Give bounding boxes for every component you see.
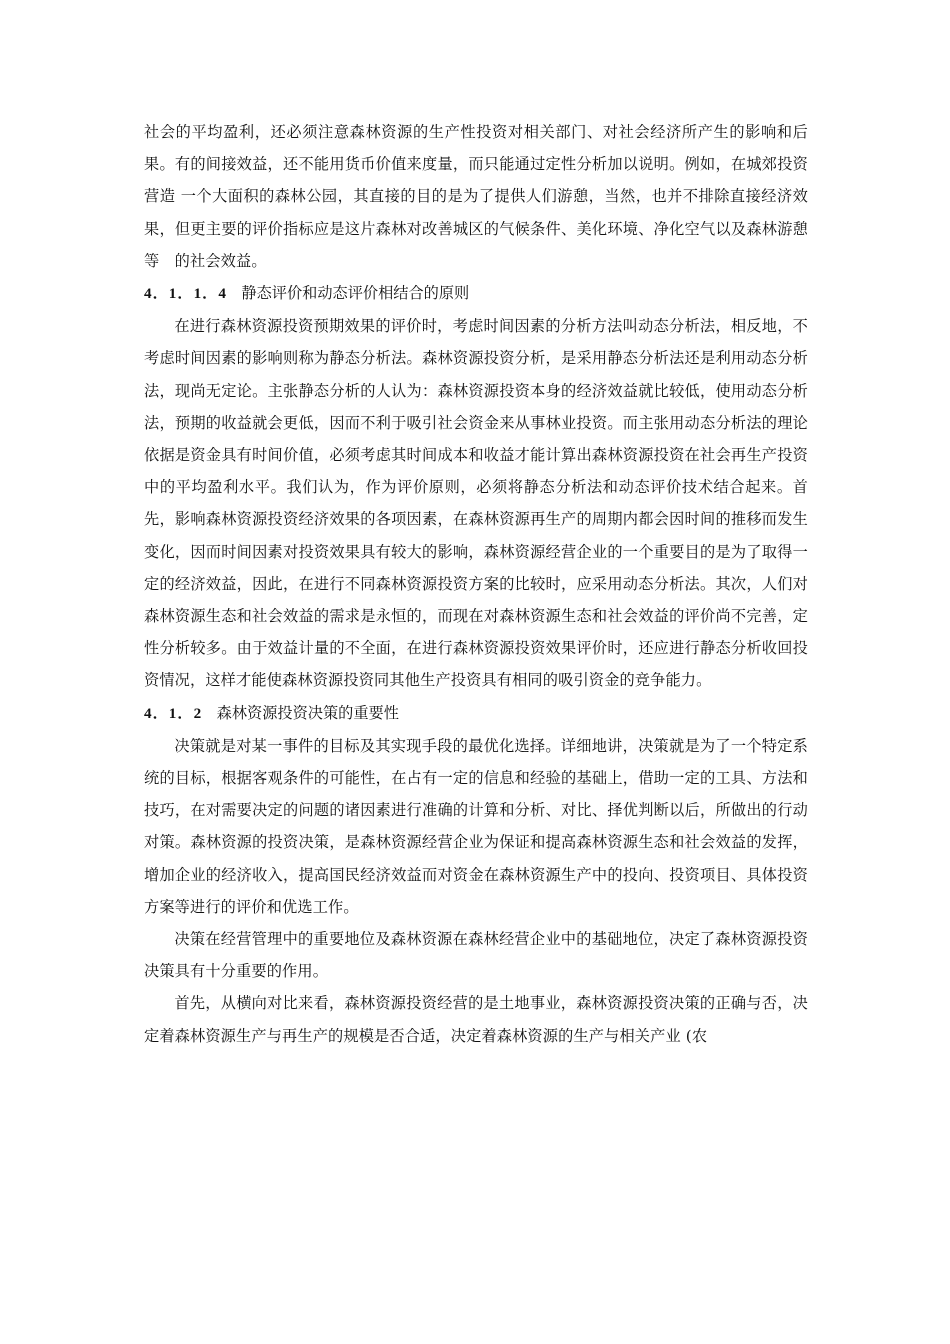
paragraph-decision-definition: 决策就是对某一事件的目标及其实现手段的最优化选择。详细地讲，决策就是为了一个特定系统的目标，根据客观条件的可能性，在占有一定的信息和经验的基础上，借助一定的工具、方法和技巧，在对需要决定的问题的诸因素进行准确的计算和分析、对比、择优判断以后，所做出的行动对策。森林资源的投资决策，是森林资源经营企业为保证和提高森林资源生态和社会效益的发挥，增加企业的经济收入，提高国民经济效益而对资金在森林资源生产中的投向、投资项目、具体投资方案等进行的评价和优选工作。: [144, 736, 808, 916]
document-body: [144, 116, 808, 1052]
paragraph-decision-importance: 决策在经营管理中的重要地位及森林资源在森林经营企业中的基础地位，决定了森林资源投资决策具有十分重要的作用。: [144, 930, 808, 981]
section-number: 4．1．1．4: [144, 285, 227, 303]
section-number: 4．1．2: [144, 704, 203, 722]
section-title: 森林资源投资决策的重要性: [216, 703, 399, 722]
paragraph-static-dynamic: 在进行森林资源投资预期效果的评价时，考虑时间因素的分析方法叫动态分析法，相反地，不考虑时间因素的影响则称为静态分析法。森林资源投资分析，是采用静态分析法还是利用动态分析法，现尚无定论。主张静态分析的人认为：森林资源投资本身的经济效益就比较低，使用动态分析法，预期的收益就会更低，因而不利于吸引社会资金来从事林业投资。而主张用动态分析法的理论依据是资金具有时间价值，必须考虑其时间成本和收益才能计算出森林资源投资在社会再生产投资中的平均盈利水平。我们认为，作为评价原则，必须将静态分析法和动态评价技术结合起来。首先，影响森林资源投资经济效果的各项因素，在森林资源再生产的周期内都会因时间的推移而发生变化，因而时间因素对投资效果具有较大的影响，森林资源经营企业的一个重要目的是为了取得一定的经济效益，因此，在进行不同森林资源投资方案的比较时，应采用动态分析法。其次，人们对森林资源生态和社会效益的需求是永恒的，而现在对森林资源生态和社会效益的评价尚不完善，定性分析较多。由于效益计量的不全面，在进行森林资源投资效果评价时，还应进行静态分析收回投资情况，这样才能使森林资源投资同其他生产投资具有相同的吸引资金的竞争能力。: [144, 317, 808, 690]
paragraph-social-benefit: 社会的平均盈利，还必须注意森林资源的生产性投资对相关部门、对社会经济所产生的影响和后果。有的间接效益，还不能用货币价值来度量，而只能通过定性分析加以说明。例如，在城郊投资营造 一个大面积的森林公园，其直接的目的是为了提供人们游憩，当然，也并不排除直接经济效果，但更主要的评价指标应是这片森林对改善城区的气候条件、美化环境、净化空气以及森林游憩等 的社会效益。: [144, 123, 808, 270]
section-title: 静态评价和动态评价相结合的原则: [241, 284, 470, 303]
section-heading-4-1-2: [144, 697, 808, 730]
section-heading-4-1-1-4: [144, 277, 808, 310]
paragraph-horizontal-comparison: 首先，从横向对比来看，森林资源投资经营的是土地事业，森林资源投资决策的正确与否，决定着森林资源生产与再生产的规模是否合适，决定着森林资源的生产与相关产业 (农: [144, 994, 808, 1045]
